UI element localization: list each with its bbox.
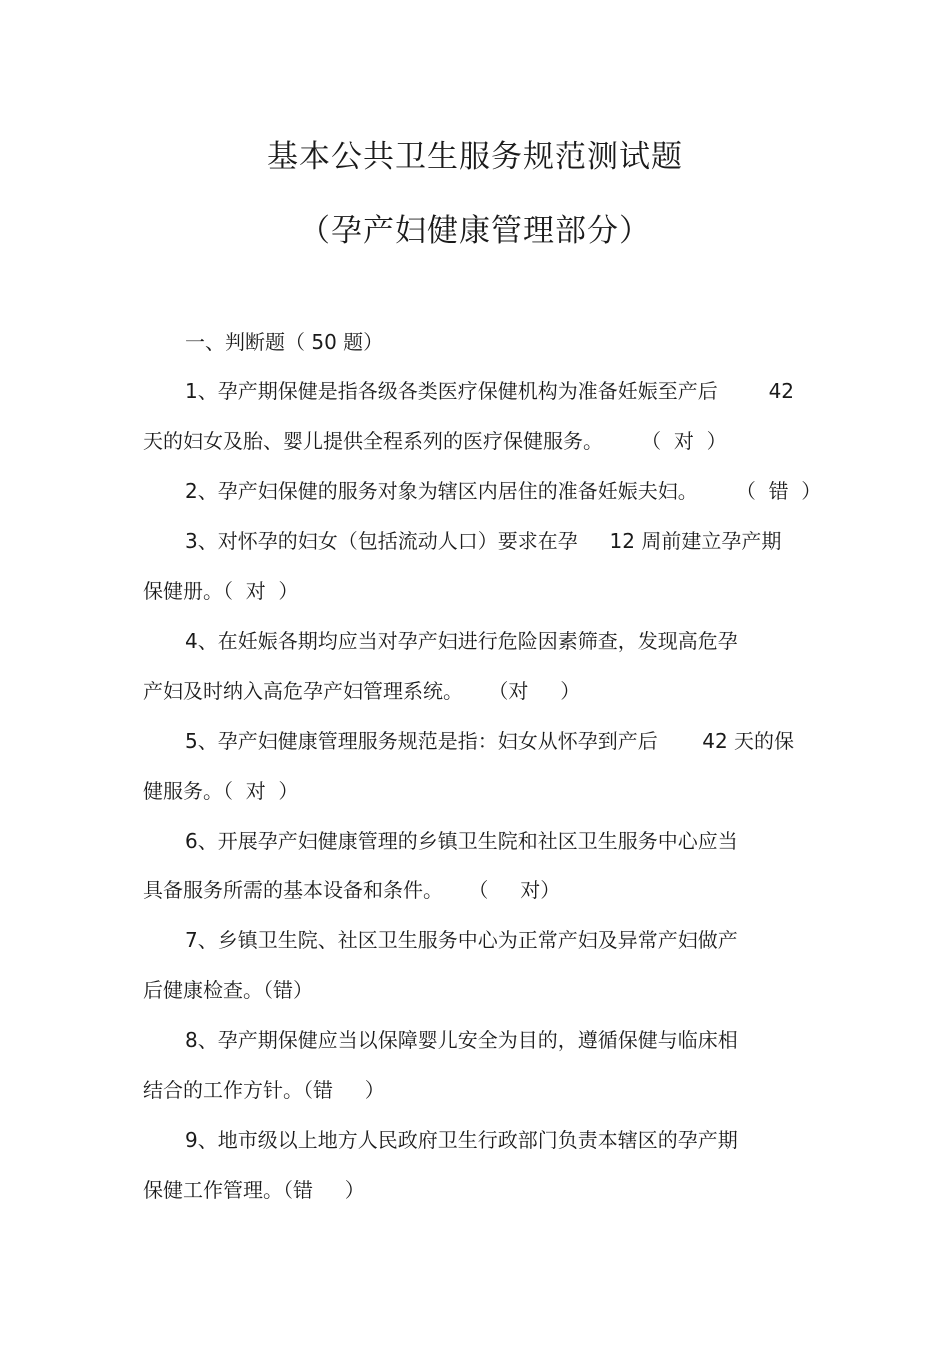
question-line: 5、孕产妇健康管理服务规范是指：妇女从怀孕到产后 42 天的保 xyxy=(185,729,795,753)
question-line: 2、孕产妇保健的服务对象为辖区内居住的准备妊娠夫妇。 （ 错 ） xyxy=(185,479,822,503)
question-line: 6、开展孕产妇健康管理的乡镇卫生院和社区卫生服务中心应当 xyxy=(185,829,738,853)
question-line: 结合的工作方针。（错 ） xyxy=(143,1078,385,1102)
question-line: 保健工作管理。（错 ） xyxy=(143,1178,365,1202)
question-line: 保健册。（ 对 ） xyxy=(143,579,299,603)
question-line: 健服务。（ 对 ） xyxy=(143,779,299,803)
question-line: 7、乡镇卫生院、社区卫生服务中心为正常产妇及异常产妇做产 xyxy=(185,928,738,952)
document-subtitle: （孕产妇健康管理部分） xyxy=(299,213,651,249)
question-line: 具备服务所需的基本设备和条件。 （ 对） xyxy=(143,878,561,902)
question-line: 4、在妊娠各期均应当对孕产妇进行危险因素筛查，发现高危孕 xyxy=(185,629,738,653)
question-line: 9、地市级以上地方人民政府卫生行政部门负责本辖区的孕产期 xyxy=(185,1128,738,1152)
question-line: 后健康检查。（错） xyxy=(143,978,313,1002)
section-heading: 一、判断题（ 50 题） xyxy=(185,330,384,354)
question-line: 1、孕产期保健是指各级各类医疗保健机构为准备妊娠至产后 42 xyxy=(185,379,795,403)
document-title: 基本公共卫生服务规范测试题 xyxy=(267,139,683,175)
question-line: 8、孕产期保健应当以保障婴儿安全为目的，遵循保健与临床相 xyxy=(185,1028,738,1052)
question-line: 产妇及时纳入高危孕产妇管理系统。 （对 ） xyxy=(143,679,581,703)
question-line: 天的妇女及胎、婴儿提供全程系列的医疗保健服务。 （ 对 ） xyxy=(143,429,727,453)
question-line: 3、对怀孕的妇女（包括流动人口）要求在孕 12 周前建立孕产期 xyxy=(185,529,782,553)
